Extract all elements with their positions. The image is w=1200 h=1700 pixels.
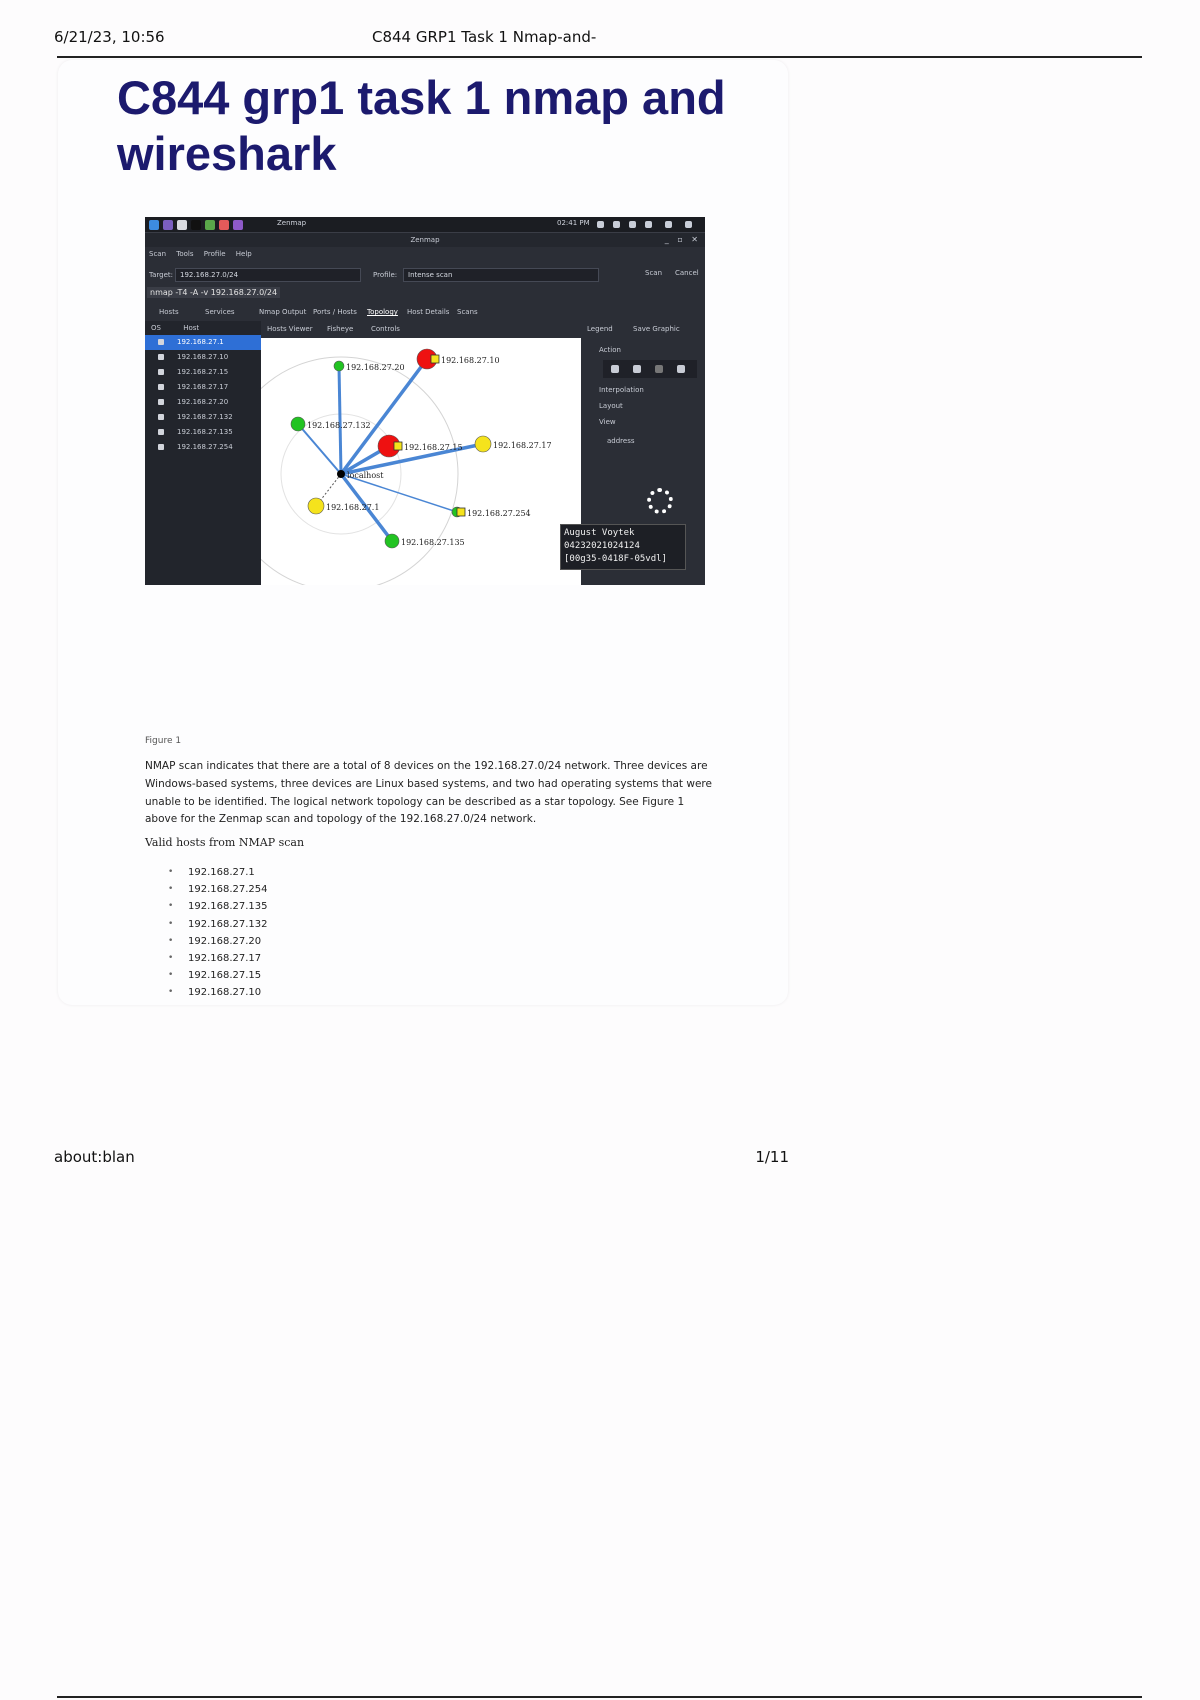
host-node-label: 192.168.27.132 [307,421,371,430]
menu-scan: Scan [149,250,167,258]
host-node-label: 192.168.27.20 [346,363,405,372]
target-label: Target: [149,271,174,279]
layout-label: Layout [599,402,623,410]
os-icon [158,339,164,345]
os-icon [158,369,164,375]
tab-host-details: Host Details [407,308,450,316]
list-item: • 192.168.27.132 [168,918,268,930]
page-number: 1/11 [755,1148,789,1166]
topology-edge [341,359,427,474]
page-title: C844 grp1 task 1 nmap and wireshark [117,71,726,180]
menu-profile: Profile [203,250,226,258]
app-icon [233,220,243,230]
hosts-viewer-button: Hosts Viewer [267,325,313,333]
list-item: • 192.168.27.254 [168,884,268,896]
figure-caption: Figure 1 [145,736,182,746]
host-node [291,417,305,431]
refresh-icon [611,365,619,373]
firewall-icon [431,355,439,363]
host-list-header [145,321,261,335]
profile-field: Intense scan [403,268,599,282]
os-icon [158,354,164,360]
column-os: OS [151,324,161,332]
print-url: about:blan [54,1148,135,1166]
firewall-icon [394,442,402,450]
settings-icon [645,221,652,228]
list-item: • 192.168.27.135 [168,901,268,913]
gear-icon [633,365,641,373]
host-row: 192.168.27.135 [145,425,261,440]
print-header [54,28,1142,58]
browser-icon [219,220,229,230]
list-item: • 192.168.27.10 [168,987,262,999]
host-list [168,864,268,1002]
host-node [308,498,324,514]
legend-button: Legend [587,325,613,333]
host-row: 192.168.27.254 [145,440,261,455]
host-node-label: 192.168.27.254 [467,509,531,518]
column-host: Host [183,324,200,332]
tab-topology: Topology [367,308,398,316]
host-node [385,534,399,548]
fisheye-button: Fisheye [327,325,354,333]
body-paragraph: NMAP scan indicates that there are a total of 8 devices on the 192.168.27.0/24 network. Three devices are Windows-based systems, three devices are Linux based systems, and two had operating systems that were unable to be identified. The logical network topology can be described as a star topology. See Figure 1 above for the Zenmap scan and topology of the 192.168.27.0/24 network. [145,760,712,826]
topology-edge [298,424,341,474]
firewall-icon [457,508,465,516]
editor-icon [205,220,215,230]
identity-tooltip [560,524,686,570]
graph-toolbar [261,321,705,337]
topology-graph [261,338,581,585]
tab-nmap-output: Nmap Output [259,308,307,316]
os-icon [158,414,164,420]
host-row: 192.168.27.132 [145,410,261,425]
menu-help: Help [235,250,252,258]
taskbar-app: Zenmap [277,219,307,227]
os-icon [158,429,164,435]
os-icon [158,444,164,450]
controls-button: Controls [371,325,400,333]
list-item: • 192.168.27.15 [168,970,262,982]
profile-label: Profile: [373,271,398,279]
host-node-label: 192.168.27.10 [441,356,500,365]
print-date: 6/21/23, 10:56 [54,28,165,46]
list-item: • 192.168.27.20 [168,935,262,947]
host-row: 192.168.27.15 [145,365,261,380]
taskbar-clock: 02:41 PM [557,219,590,227]
host-row: 192.168.27.17 [145,380,261,395]
host-node-label: 192.168.27.17 [493,441,552,450]
list-item: • 192.168.27.17 [168,952,262,964]
volume-icon [613,221,620,228]
window-controls: _ ▫ ✕ [664,235,701,244]
os-icon [158,399,164,405]
kali-menu-icon [149,220,159,230]
topology-nodes [291,349,552,548]
view-label: View [599,418,616,426]
save-graphic-button: Save Graphic [633,325,680,333]
tab-ports-hosts: Ports / Hosts [313,308,357,316]
host-node [334,361,344,371]
host-list-pane [145,321,261,585]
hosts-heading: Valid hosts from NMAP scan [145,836,305,849]
tab-services: Services [205,308,235,316]
host-node-label: 192.168.27.15 [404,443,463,452]
action-buttons [603,360,697,378]
tab-hosts: Hosts [159,308,179,316]
localhost-node [337,470,345,478]
bell-icon [629,221,636,228]
topology-edge [339,366,341,474]
cancel-button: Cancel [675,269,699,277]
host-row: 192.168.27.10 [145,350,261,365]
command-field: nmap -T4 -A -v 192.168.27.0/24 [147,287,280,298]
print-doc-title: C844 GRP1 Task 1 Nmap-and- [372,28,597,46]
interpolation-label: Interpolation [599,386,644,394]
host-node-label: 192.168.27.1 [326,503,380,512]
menu-bar [145,247,705,261]
tooltip-line: [00g35-0418F-05vdl] [564,554,667,564]
workspace-icon [163,220,173,230]
os-icon [158,384,164,390]
address-checkbox: address [607,437,635,445]
menu-tools: Tools [176,250,194,258]
host-node [475,436,491,452]
terminal-icon [191,220,201,230]
host-row: 192.168.27.1 [145,335,261,350]
lock-icon [665,221,672,228]
files-icon [177,220,187,230]
zenmap-screenshot [145,217,705,585]
list-item: • 192.168.27.1 [168,867,255,878]
power-icon [685,221,692,228]
window-title: Zenmap [410,236,440,244]
tooltip-line: 04232021024124 [564,541,640,551]
tab-row [145,305,705,319]
window-title-bar [145,233,705,247]
localhost-label: localhost [347,471,384,480]
header-divider [57,56,1142,58]
tab-scans: Scans [457,308,478,316]
tooltip-line: August Voytek [564,528,635,538]
scan-toolbar [145,265,705,285]
plus-icon [655,365,663,373]
scan-button: Scan [645,269,663,277]
host-row: 192.168.27.20 [145,395,261,410]
target-field: 192.168.27.0/24 [175,268,361,282]
network-icon [597,221,604,228]
host-node-label: 192.168.27.135 [401,538,465,547]
print-footer [54,1148,789,1170]
action-label: Action [599,346,621,354]
loading-spinner-icon [647,488,673,514]
footer-divider [57,1696,1142,1698]
taskbar [145,217,705,233]
marker-icon [677,365,685,373]
